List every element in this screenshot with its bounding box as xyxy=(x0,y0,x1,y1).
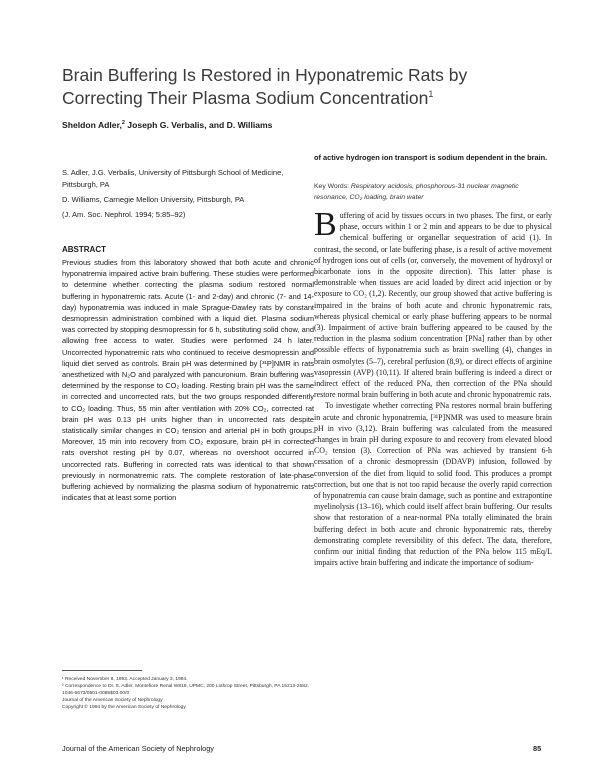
body-paragraph-1 xyxy=(314,206,552,400)
author-first: Sheldon Adler, xyxy=(62,120,122,130)
keywords-label: Key Words: xyxy=(314,183,350,190)
affiliation-2: D. Williams, Carnegie Mellon University, Pittsburgh, PA xyxy=(62,195,245,204)
keywords-list: Respiratory acidosis, phosphorous-31 nuclear magnetic resonance, CO₂ loading, brain water xyxy=(314,183,519,201)
abstract-column xyxy=(62,245,314,503)
citation-line: (J. Am. Soc. Nephrol. 1994; 5:85–92) xyxy=(62,210,186,219)
body-paragraph-2: To investigate whether correcting PNa restores normal brain buffering in acute and chronic hyponatremia, [³¹P]NMR was used to measure brain pH in vivo (3,12). Brain buffering was calculated from the measured changes in brain pH during exposure to and recovery from elevated blood CO₂ tension (3). Correction of PNa was achieved by transient 6-h cessation of a chronic desmopressin (DDAVP) infusion, followed by conversion of the diet from liquid to solid food. This produces a prompt correction, but one that is not too rapid because the overly rapid correction of hyponatremia can cause brain damage, such as pontine and extrapontine myelinolysis (13–16), which could itself affect brain buffering. Our results show that restoration of a near-normal PNa totally eliminated the brain buffering defect in both acute and chronic hyponatremic rats, thereby demonstrating complete reversibility of this defect. The data, therefore, confirm our initial finding that reduction of the PNa below 115 mEq/L impairs active brain buffering and indicate the importance of sodium- xyxy=(314,401,552,568)
author-rest: Joseph G. Verbalis, and D. Williams xyxy=(124,120,273,130)
footnote-rule xyxy=(62,670,142,671)
footer-journal-name: Journal of the American Society of Nephrology xyxy=(62,744,215,753)
abstract-text: Previous studies from this laboratory showed that both acute and chronic hyponatremia impaired active brain buffering. These studies were performed to determine whether correcting the plasma sodium restored normal buffering in hyponatremic rats. Acute (1- and 2-day) and chronic (7- and 14-day) hyponatremia was induced in male Sprague-Dawley rats by constant desmopressin administration combined with a liquid diet. Plasma sodium was corrected by stopping desmopressin for 6 h, substituting solid chow, and allowing free access to water. Studies were performed 24 h later. Uncorrected hyponatremic rats who continued to receive desmopressin and liquid diet served as controls. Brain pH was determined by [³¹P]NMR in rats anesthetized with N₂O and paralyzed with pancuronium. Brain buffering was determined by the response to CO₂ loading. Resting brain pH was the same in corrected and uncorrected rats, but the two groups responded differently to CO₂ loading. Thus, 55 min after ventilation with 20% CO₂, corrected rat brain pH was 0.13 pH units higher than in uncorrected rats despite statistically similar changes in CO₂ tension and arterial pH in both groups. Moreover, 15 min into recovery from CO₂ exposure, brain pH in corrected rats overshot resting pH by 0.07, whereas no overshoot occurred in uncorrected rats. Buffering in corrected rats was identical to that shown previously in normonatremic rats. The complete restoration of late-phase buffering achieved by normalizing the plasma sodium of hyponatremic rats indicates that at least some portion xyxy=(62,258,314,503)
affiliation-1: S. Adler, J.G. Verbalis, University of Pittsburgh School of Medicine, Pittsburgh, PA xyxy=(62,168,284,189)
footnote-received: ¹ Received November 8, 1993. Accepted January 3, 1994. xyxy=(62,677,188,682)
footnote-correspondence: ² Correspondence to Dr. S. Adler, Montefiore Renal W819, UPMC, 200 Lothrop Street, Pittsburgh, PA 15213-2582. xyxy=(62,684,310,689)
footnote-copyright: Copyright © 1994 by the American Society of Nephrology xyxy=(62,705,186,710)
title-footnote-marker: 1 xyxy=(428,89,434,100)
author-footnote-marker: 2 xyxy=(121,120,125,127)
keywords xyxy=(314,182,552,203)
abstract-continuation: of active hydrogen ion transport is sodium dependent in the brain. xyxy=(314,153,548,162)
body-paragraph-1-text: uffering of acid by tissues occurs in two phases. The first, or early phase, occurs within 1 or 2 min and appears to be due to physical chemical buffering or organellar sequestration of acid (1). In contrast, the second, or late buffering phase, is a result of active movement of hydrogen ions out of cells (or, conversely, the movement of hydroxyl or bicarbonate ions in the opposite direction). This latter phase is demonstrable when tissues are acid loaded by direct acid injection or by exposure to CO₂ (1,2). Recently, our group showed that active buffering is impaired in the brains of both acute and chronic hyponatremic rats, whereas physical chemical or early phase buffering appears to be normal (3). Impairment of active brain buffering appeared to be caused by the reduction in the plasma sodium concentration [PNa] rather than by other possible effects of hyponatremia such as brain swelling (4), changes in brain osmolytes (5–7), cerebral perfusion (8,9), or direct effects of arginine vasopressin (AVP) (10,11). If altered brain buffering is indeed a direct or indirect effect of the reduced PNa, then correction of the PNa should restore normal brain buffering in both acute and chronic hyponatremic rats. xyxy=(314,211,552,400)
footnote-journal: Journal of the American Society of Nephrology xyxy=(62,698,163,703)
footnotes xyxy=(62,676,312,711)
abstract-heading: ABSTRACT xyxy=(62,245,106,254)
article-title xyxy=(62,64,532,110)
page-number: 85 xyxy=(533,744,542,753)
drop-cap: B xyxy=(314,206,337,243)
body-column xyxy=(314,206,552,569)
footnote-issn: 1046-6673/0501-0085$03.00/0 xyxy=(62,691,130,696)
title-line-2-text: Correcting Their Plasma Sodium Concentration xyxy=(62,88,429,108)
author-list xyxy=(62,120,272,130)
title-line-1: Brain Buffering Is Restored in Hyponatremic Rats by xyxy=(62,65,468,85)
title-line-2 xyxy=(62,87,532,110)
